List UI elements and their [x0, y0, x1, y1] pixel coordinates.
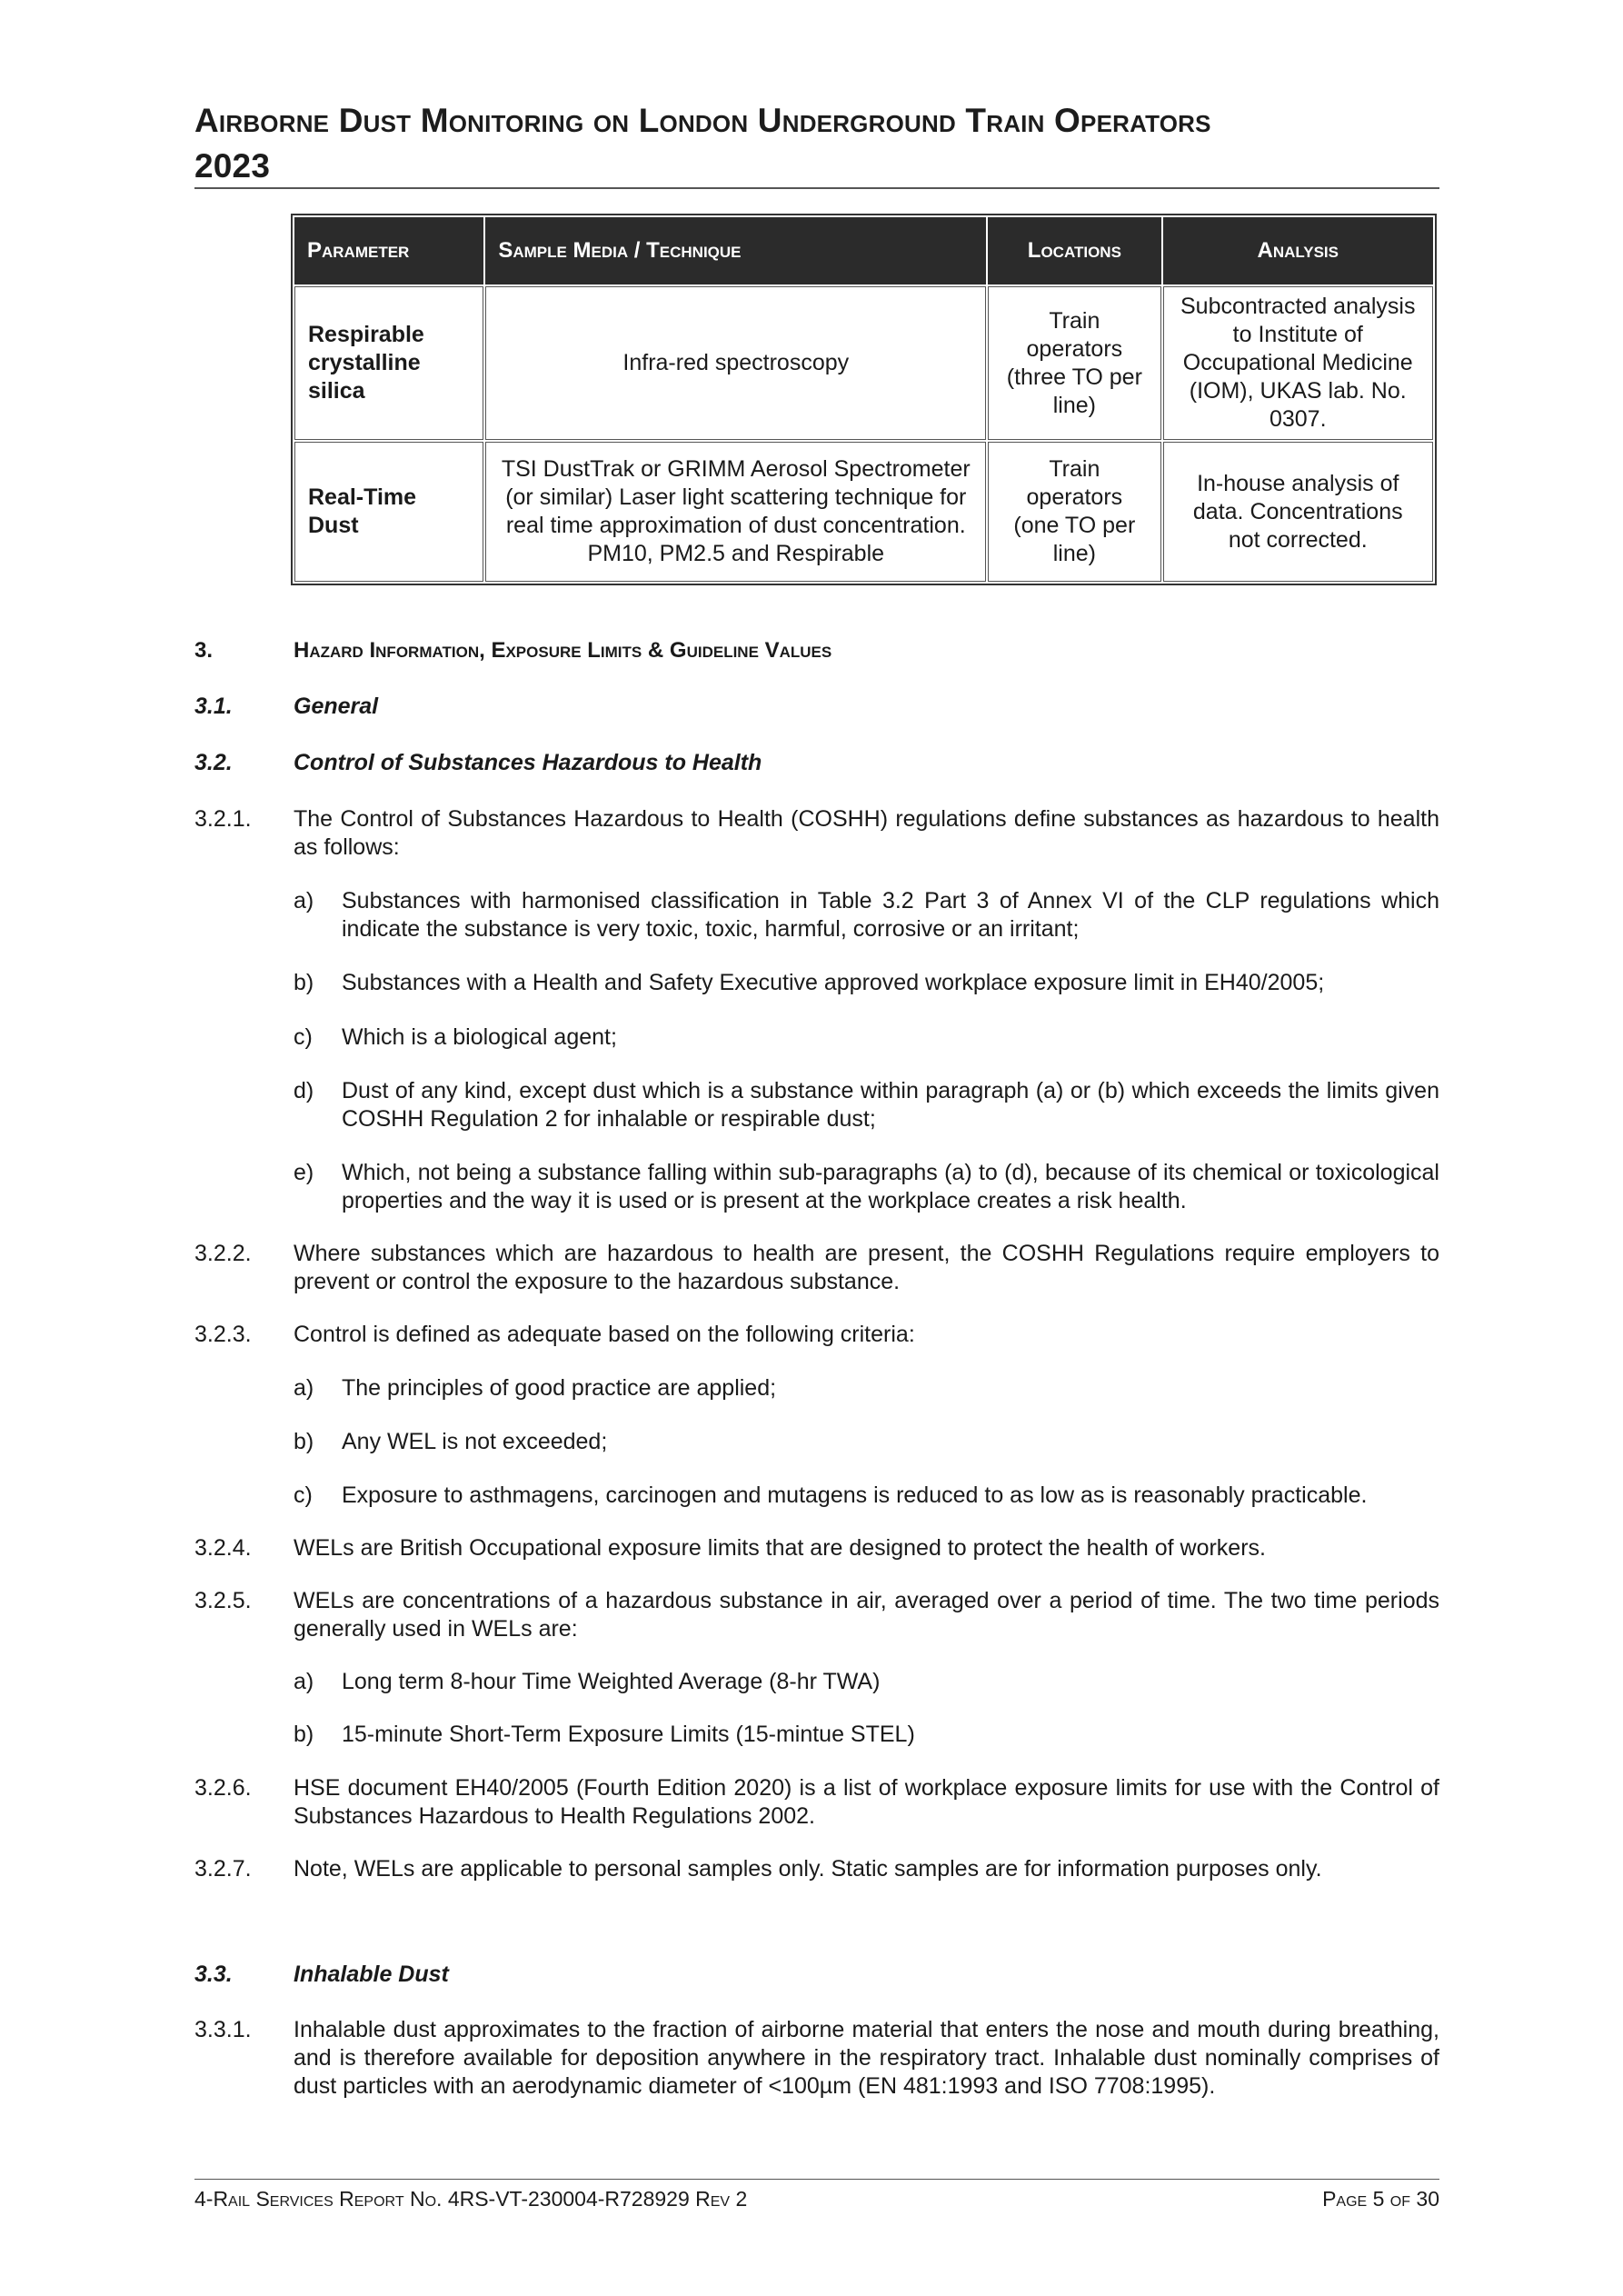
- paragraph-number: 3.2.2.: [194, 1241, 252, 1266]
- section-number: 3.2.: [194, 750, 233, 775]
- col-header-parameter: Parameter: [294, 217, 483, 285]
- section-title: Inhalable Dust: [294, 1962, 449, 1987]
- cell-analysis: Subcontracted analysis to Institute of Occupational Medicine (IOM), UKAS lab. No. 0307.: [1163, 286, 1434, 440]
- paragraph-number: 3.3.1.: [194, 2017, 252, 2042]
- paragraph-number: 3.2.1.: [194, 806, 252, 832]
- paragraph-text: Where substances which are hazardous to health are present, the COSHH Regulations require employers to prevent or control the exposure to the hazardous substance.: [294, 1241, 1439, 1294]
- cell-parameter: Real-Time Dust: [294, 442, 483, 582]
- cell-parameter: Respirable crystalline silica: [294, 286, 483, 440]
- paragraph-text: Note, WELs are applicable to personal samples only. Static samples are for information purposes only.: [294, 1856, 1322, 1882]
- cell-locations: Train operators (three TO per line): [988, 286, 1160, 440]
- page-title: [194, 98, 1439, 189]
- paragraph-text: Inhalable dust approximates to the fraction of airborne material that enters the nose and mouth during breathing, and is therefore available for deposition anywhere in the respiratory tract. Inhalable dust nominally comprises of dust particles with an aerodynamic diameter of <100µm (EN 481:1993 and ISO 7708:1995).: [294, 2017, 1439, 2099]
- paragraph-text: WELs are British Occupational exposure limits that are designed to protect the health of workers.: [294, 1535, 1266, 1561]
- section-number: 3.1.: [194, 694, 233, 719]
- paragraph-number: 3.2.5.: [194, 1588, 252, 1613]
- section-title: Control of Substances Hazardous to Health: [294, 750, 762, 775]
- section-title: Hazard Information, Exposure Limits & Guideline Values: [294, 638, 832, 663]
- col-header-analysis: Analysis: [1163, 217, 1434, 285]
- paragraph-number: 3.2.7.: [194, 1856, 252, 1882]
- section-title: General: [294, 694, 379, 719]
- parameters-table: [291, 214, 1437, 585]
- cell-analysis: In-house analysis of data. Concentrations not corrected.: [1163, 442, 1434, 582]
- paragraph-text: The Control of Substances Hazardous to Health (COSHH) regulations define substances as hazardous to health as follows:: [294, 806, 1439, 860]
- col-header-locations: Locations: [988, 217, 1160, 285]
- cell-technique: TSI DustTrak or GRIMM Aerosol Spectrometer (or similar) Laser light scattering technique for real time approximation of dust concentration. PM10, PM2.5 and Respirable: [485, 442, 986, 582]
- paragraph-number: 3.2.3.: [194, 1322, 252, 1347]
- footer-divider: [194, 2179, 1439, 2180]
- paragraph-text: WELs are concentrations of a hazardous substance in air, averaged over a period of time. The two time periods generally used in WELs are:: [294, 1588, 1439, 1642]
- section-number: 3.: [194, 638, 214, 663]
- section-number: 3.3.: [194, 1962, 233, 1987]
- col-header-technique: Sample Media / Technique: [485, 217, 986, 285]
- parameters-table-wrap: [291, 214, 1437, 585]
- paragraph-number: 3.2.6.: [194, 1775, 252, 1801]
- document-page: Airborne Dust Monitoring on London Underground Train Operators 2023 Parameter Sample Media / Technique Locations Analysis Respirable crystalline silica Infra-red spectroscopy Train operators (three TO per line) Subcontracted analysis to Institute of Occupational Medicine (IOM), UKAS lab. No. 0307. Real-Time Dust TSI DustTrak or GRIMM Aerosol Spectrometer (or similar) Laser light scattering technique for real time approximation of dust concentration. PM10, PM2.5 and Respirable Train operators (one TO per line) In-house analysis of data. Concentrations not corrected. 3. Hazard Information, Exposure Limits & Guideline Values 3.1. General 3.2. Control of Substances Hazardous to Health 3.2.1. The Control of Substances Hazardous to Health (COSHH) regulations define substances as hazardous to health as follows: a) Substances with harmonised classification in Table 3.2 Part 3 of Annex VI of the CLP regulations which indicate the substance is very toxic, toxic, harmful, corrosive or an irritant; b) Substances with a Health and Safety Executive approved workplace exposure limit in EH40/2005; c) Which is a biological agent; d) Dust of any kind, except dust which is a substance within paragraph (a) or (b) which exceeds the limits given COSHH Regulation 2 for inhalable or respirable dust; e) Which, not being a substance falling within sub-paragraphs (a) to (d), because of its chemical or toxicological properties and the way it is used or is present at the workplace creates a risk health. 3.2.2. Where substances which are hazardous to health are present, the COSHH Regulations require employers to prevent or control the exposure to the hazardous substance. 3.2.3. Control is defined as adequate based on the following criteria: a) The principles of good practice are applied; b) Any WEL is not exceeded; c) Exposure to asthmagens, carcinogen and mutagens is reduced to as low as is reasonably practicable. 3.2.4. WELs are British Occupational exposure limits that are designed to protect the health of workers. 3.2.5. WELs are concentrations of a hazardous substance in air, averaged over a period of time. The two time periods generally used in WELs are: a) Long term 8-hour Time Weighted Average (8-hr TWA) b) 15-minute Short-Term Exposure Limits (15-mintue STEL) 3.2.6. HSE document EH40/2005 (Fourth Edition 2020) is a list of workplace exposure limits for use with the Control of Substances Hazardous to Health Regulations 2002. 3.2.7. Note, WELs are applicable to personal samples only. Static samples are for information purposes only. 3.3. Inhalable Dust 3.3.1. Inhalable dust approximates to the fraction of airborne material that enters the nose and mouth during breathing, and is therefore available for deposition anywhere in the respiratory tract. Inhalable dust nominally comprises of dust particles with an aerodynamic diameter of <100µm (EN 481:1993 and ISO 7708:1995). 4-Rail Services Report No. 4RS-VT-230004-R728929 Rev 2 Page 5 of 30: [0, 0, 1623, 2296]
- paragraph-text: Control is defined as adequate based on the following criteria:: [294, 1322, 915, 1347]
- paragraph-number: 3.2.4.: [194, 1535, 252, 1561]
- table-row: [294, 442, 1433, 582]
- title-line-1: Airborne Dust Monitoring on London Underground Train Operators: [194, 102, 1211, 139]
- table-row: [294, 286, 1433, 440]
- title-divider: [194, 187, 1439, 189]
- title-line-2: 2023: [194, 147, 271, 185]
- page-number: Page 5 of 30: [1322, 2187, 1439, 2211]
- paragraph-text: HSE document EH40/2005 (Fourth Edition 2020) is a list of workplace exposure limits for use with the Control of Substances Hazardous to Health Regulations 2002.: [294, 1775, 1439, 1829]
- cell-technique: Infra-red spectroscopy: [485, 286, 986, 440]
- table-header-row: [294, 217, 1433, 285]
- cell-locations: Train operators (one TO per line): [988, 442, 1160, 582]
- report-reference: 4-Rail Services Report No. 4RS-VT-230004-R728929 Rev 2: [194, 2187, 748, 2211]
